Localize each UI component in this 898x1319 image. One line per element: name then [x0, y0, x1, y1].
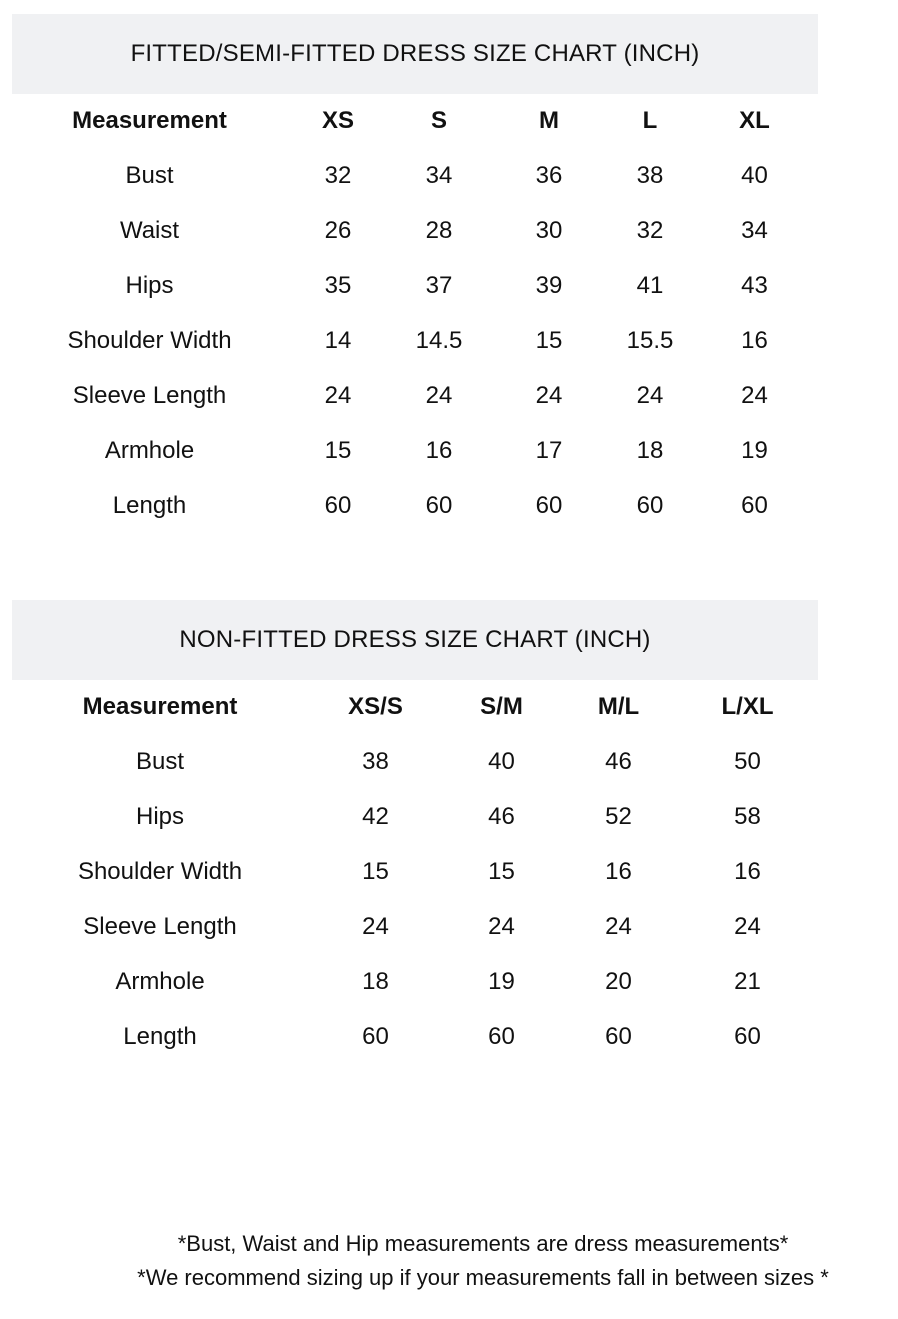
- table-row: [12, 899, 818, 954]
- size-value: 52: [605, 802, 632, 830]
- note-dress-measurements: *Bust, Waist and Hip measurements are dress measurements*: [177, 1231, 789, 1256]
- table-row: [12, 1009, 818, 1064]
- size-value: 15: [362, 857, 389, 885]
- size-value: 60: [741, 491, 768, 519]
- table-row: [12, 478, 818, 533]
- size-value: 60: [605, 1022, 632, 1050]
- size-value: 24: [488, 912, 515, 940]
- header-size-s: S: [430, 106, 447, 134]
- size-value: 14.5: [415, 326, 463, 354]
- size-value: 16: [734, 857, 761, 885]
- size-value: 60: [535, 491, 563, 519]
- size-value: 18: [636, 436, 664, 464]
- table-row: [12, 954, 818, 1009]
- header-measurement: Measurement: [72, 106, 227, 134]
- size-value: 16: [425, 436, 453, 464]
- size-value: 40: [741, 161, 768, 189]
- measurement-label: Bust: [135, 747, 185, 775]
- size-value: 14: [324, 326, 352, 354]
- size-value: 37: [425, 271, 453, 299]
- header-size-l-xl: L/XL: [721, 692, 774, 720]
- measurement-label: Shoulder Width: [67, 326, 232, 354]
- header-size-m-l: M/L: [597, 692, 640, 720]
- size-value: 15: [535, 326, 563, 354]
- measurement-label: Bust: [125, 161, 174, 189]
- measurement-label: Hips: [125, 271, 174, 299]
- size-value: 15: [488, 857, 515, 885]
- size-value: 15: [324, 436, 352, 464]
- size-value: 34: [425, 161, 453, 189]
- header-measurement: Measurement: [82, 692, 238, 720]
- size-value: 24: [734, 912, 761, 940]
- measurement-label: Sleeve Length: [72, 381, 227, 409]
- size-value: 60: [324, 491, 352, 519]
- header-size-m: M: [539, 106, 559, 134]
- size-value: 38: [636, 161, 664, 189]
- size-value: 30: [535, 216, 563, 244]
- size-value: 15.5: [626, 326, 674, 354]
- size-value: 24: [362, 912, 389, 940]
- table-row: [12, 368, 818, 423]
- nonfitted-size-table: [12, 679, 818, 1064]
- size-value: 19: [488, 967, 515, 995]
- size-value: 34: [741, 216, 768, 244]
- table-row: [12, 423, 818, 478]
- note-sizing-recommendation: *We recommend sizing up if your measurements fall in between sizes *: [137, 1265, 829, 1290]
- measurement-label: Hips: [135, 802, 184, 830]
- size-value: 46: [488, 802, 515, 830]
- size-value: 60: [734, 1022, 761, 1050]
- header-size-xl: XL: [739, 106, 770, 134]
- table-row: [12, 148, 818, 203]
- measurement-label: Length: [112, 491, 187, 519]
- header-size-xs: XS: [321, 106, 354, 134]
- table-row: [12, 789, 818, 844]
- table-row: [12, 844, 818, 899]
- measurement-label: Armhole: [115, 967, 205, 995]
- size-value: 24: [605, 912, 632, 940]
- size-value: 43: [741, 271, 768, 299]
- size-value: 20: [605, 967, 632, 995]
- table-row: [12, 203, 818, 258]
- measurement-label: Waist: [119, 216, 180, 244]
- size-value: 35: [324, 271, 352, 299]
- measurement-label: Sleeve Length: [83, 912, 237, 940]
- header-size-s-m: S/M: [480, 692, 523, 720]
- table-row: [12, 313, 818, 368]
- measurement-label: Length: [123, 1022, 197, 1050]
- size-value: 26: [324, 216, 352, 244]
- size-value: 41: [636, 271, 664, 299]
- size-value: 32: [324, 161, 352, 189]
- size-value: 60: [488, 1022, 515, 1050]
- nonfitted-chart-title: NON-FITTED DRESS SIZE CHART (INCH): [12, 600, 818, 680]
- measurement-label: Armhole: [104, 436, 195, 464]
- size-value: 16: [741, 326, 768, 354]
- size-value: 19: [741, 436, 768, 464]
- size-value: 18: [362, 967, 389, 995]
- size-value: 24: [535, 381, 563, 409]
- size-value: 39: [535, 271, 563, 299]
- size-value: 60: [636, 491, 664, 519]
- size-value: 58: [734, 802, 761, 830]
- size-value: 60: [362, 1022, 389, 1050]
- table-row: [12, 734, 818, 789]
- header-size-l: L: [642, 106, 658, 134]
- table-row: [12, 258, 818, 313]
- table-header-row: [12, 93, 818, 148]
- fitted-chart-title: FITTED/SEMI-FITTED DRESS SIZE CHART (INCH): [12, 14, 818, 94]
- size-value: 16: [605, 857, 632, 885]
- size-value: 24: [425, 381, 453, 409]
- size-value: 24: [741, 381, 768, 409]
- size-value: 24: [636, 381, 664, 409]
- size-value: 36: [535, 161, 563, 189]
- table-header-row: [12, 679, 818, 734]
- size-value: 50: [734, 747, 761, 775]
- size-value: 17: [535, 436, 563, 464]
- size-value: 32: [636, 216, 664, 244]
- size-value: 28: [425, 216, 453, 244]
- size-value: 38: [362, 747, 389, 775]
- measurement-label: Shoulder Width: [77, 857, 243, 885]
- size-value: 21: [734, 967, 761, 995]
- size-value: 24: [324, 381, 352, 409]
- size-value: 40: [488, 747, 515, 775]
- fitted-size-table: [12, 93, 818, 533]
- header-size-xs-s: XS/S: [348, 692, 403, 720]
- size-value: 42: [362, 802, 389, 830]
- size-value: 46: [605, 747, 632, 775]
- size-value: 60: [425, 491, 453, 519]
